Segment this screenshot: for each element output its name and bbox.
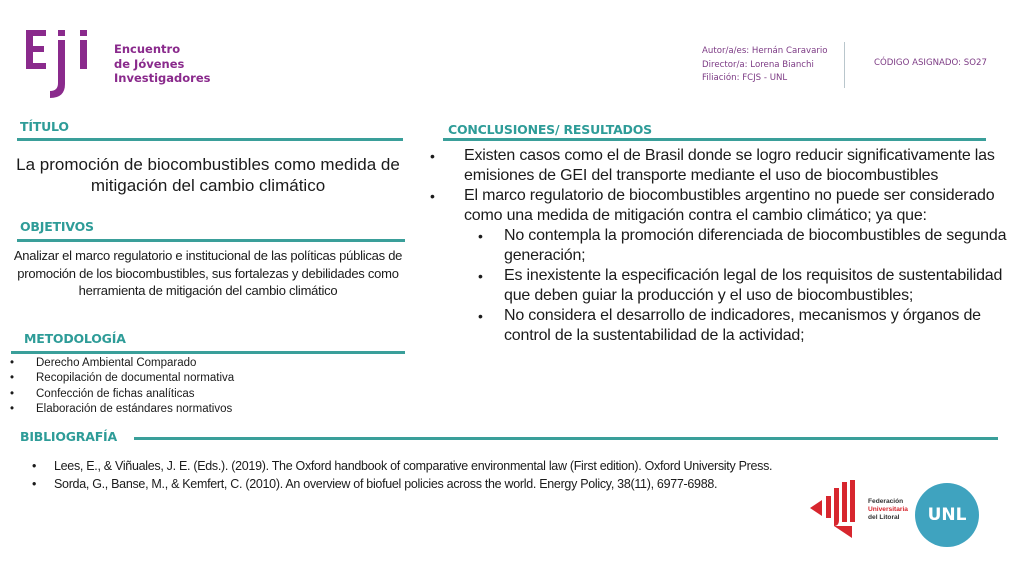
meta-divider [844,42,845,88]
ful-logo-text [868,498,908,522]
conclusion-text: El marco regulatorio de biocombustibles argentino no puede ser considerado como una medida de mitigación contra el cambio climático; ya que: [464,187,995,224]
list-item: • Recopilación de documental normativa [10,371,234,386]
objectives-text: Analizar el marco regulatorio e institucional de las políticas públicas de promoción de los biocombustibles, sus fortalezas y debilidades como herramienta de mitigación del cambio climático [13,248,403,298]
reference-item: • Sorda, G., Banse, M., & Kemfert, C. (2010). An overview of biofuel policies across the world. Energy Policy, 38(11), 6977-6988. [32,476,792,492]
objectives-heading: OBJETIVOS [20,219,94,234]
ful-line: Federación [868,498,904,505]
author: Autor/a/es: Hernán Caravario [702,46,828,56]
conclusions-body [430,146,1010,346]
ful-logo-icon [808,478,868,540]
list-item [430,146,1010,186]
eji-logo-mark [22,26,94,102]
objectives-rule [17,239,405,242]
author-info [702,45,828,86]
methodology-rule [11,351,405,354]
list-item: • Confección de fichas analíticas [10,387,234,402]
poster-title: La promoción de biocombustibles como medida de mitigación del cambio climático [16,155,400,195]
title-rule [17,138,403,141]
assigned-code: CÓDIGO ASIGNADO: SO27 [874,58,987,68]
bibliography-list [32,458,792,494]
methodology-list [10,356,234,417]
methodology-heading: METODOLOGÍA [24,331,126,346]
conclusions-rule [443,138,986,141]
reference-item: • Lees, E., & Viñuales, J. E. (Eds.). (2019). The Oxford handbook of comparative environmental law (First edition). Oxford University Press. [32,458,792,474]
list-item [430,186,1010,346]
unl-logo: UNL [915,483,979,547]
logo-line: de Jóvenes [114,56,185,71]
conclusion-text: Existen casos como el de Brasil donde se logro reducir significativamente las emisiones de GEI del transporte mediante el uso de biocombustibles [464,147,995,184]
sub-list-item: • No contempla la promoción diferenciada de biocombustibles de segunda generación; [478,226,1010,266]
title-heading: TÍTULO [20,119,69,134]
bibliography-rule [134,437,998,440]
ful-line: del Litoral [868,514,900,521]
list-item: • Elaboración de estándares normativos [10,402,234,417]
sub-list-item: • No considera el desarrollo de indicadores, mecanismos y órganos de control de la sustentabilidad de la actividad; [478,306,1010,346]
ful-line: Universitaria [868,506,908,513]
logo-line: Encuentro [114,42,181,56]
director: Director/a: Lorena Bianchi [702,59,814,70]
logo-line: Investigadores [114,71,211,85]
eji-logo-text [114,42,211,86]
sub-list-item: • Es inexistente la especificación legal de los requisitos de sustentabilidad que deben guiar la producción y el uso de biocombustibles; [478,266,1010,306]
conclusions-heading: CONCLUSIONES/ RESULTADOS [448,122,652,137]
list-item: • Derecho Ambiental Comparado [10,356,234,371]
bibliography-heading: BIBLIOGRAFÍA [20,429,117,444]
affiliation: Filiación: FCJS - UNL [702,73,788,83]
